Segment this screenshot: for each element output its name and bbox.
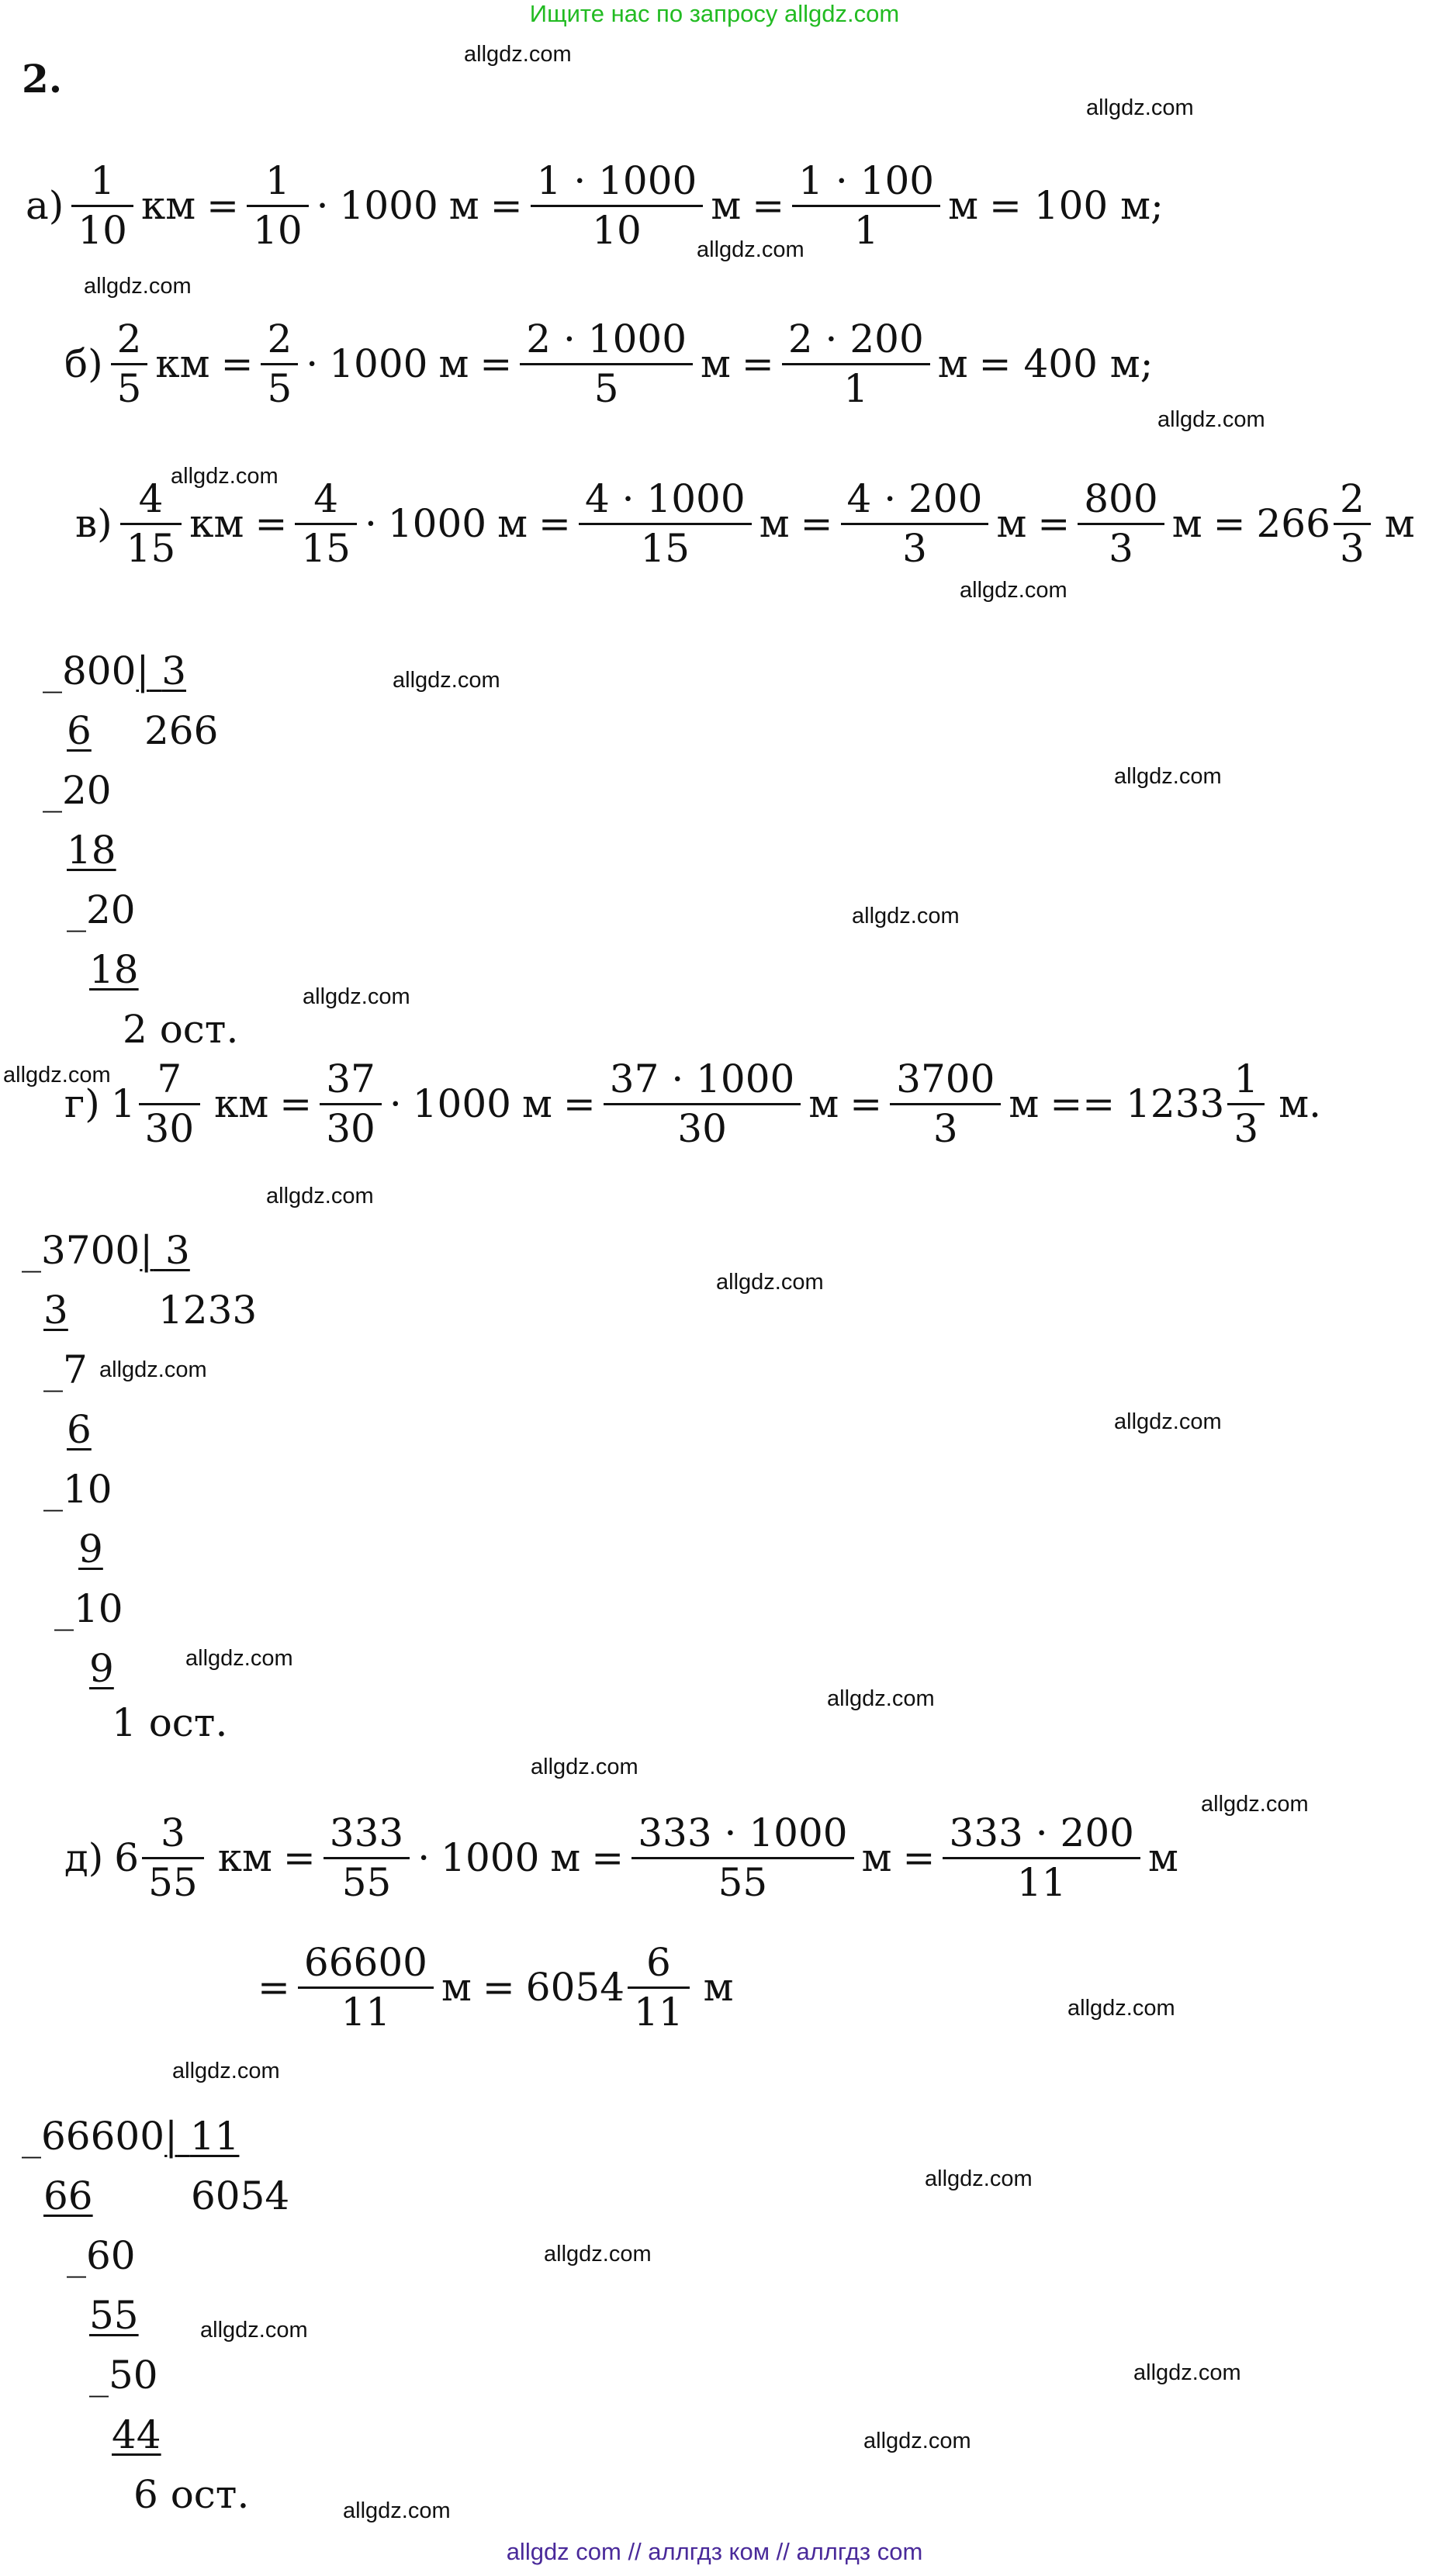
unit-m: м [438, 341, 469, 386]
equals: = [220, 341, 254, 386]
division-row: 66 [43, 2173, 93, 2218]
remainder: 2 ост. [123, 1007, 239, 1052]
equals: = [1037, 501, 1071, 546]
unit-km: км [189, 501, 244, 546]
watermark: allgdz.com [266, 1184, 374, 1208]
division-row: _50 [89, 2353, 158, 2398]
quotient: 266 [144, 708, 219, 753]
fraction: $\frac{2}{5}$ [264, 319, 295, 409]
watermark: allgdz.com [185, 1646, 293, 1671]
division-row: 9 [78, 1527, 103, 1572]
number: 1000 [339, 183, 438, 228]
watermark: allgdz.com [1133, 2360, 1241, 2385]
watermark: allgdz.com [171, 464, 279, 489]
unit-m: м [808, 1081, 839, 1126]
watermark: allgdz.com [531, 1755, 638, 1779]
division-row: _20 [43, 768, 112, 813]
watermark: allgdz.com [863, 2429, 971, 2453]
equals: = [254, 501, 288, 546]
fraction: $\frac{333 \cdot 1000}{55}$ [635, 1813, 850, 1903]
division-row: 9 [89, 1646, 114, 1691]
mixed-number: 6054 $\frac{6}{11}$ [526, 1942, 693, 2032]
equals: = [279, 1081, 313, 1126]
equals: = [562, 1081, 596, 1126]
equals: = [479, 341, 513, 386]
watermark: allgdz.com [3, 1063, 111, 1087]
mixed-number: 1233 $\frac{1}{3}$ [1126, 1059, 1268, 1149]
dot: · [364, 501, 377, 546]
unit-m: м [550, 1835, 581, 1880]
unit-m: м [1384, 501, 1415, 546]
fraction: $\frac{4 \cdot 200}{3}$ [844, 479, 986, 569]
division-row: 6 [67, 1407, 92, 1452]
long-division-1-header: _800| 3 [43, 648, 187, 693]
task-number: 2. [22, 56, 63, 102]
dot: · [417, 1835, 431, 1880]
watermark: allgdz.com [1201, 1792, 1309, 1817]
unit-m: м [1009, 1081, 1040, 1126]
watermark: allgdz.com [99, 1357, 207, 1382]
equals: = [591, 1835, 625, 1880]
remainder: 1 ост. [112, 1700, 228, 1745]
unit-m: м [759, 501, 790, 546]
watermark: allgdz.com [716, 1270, 824, 1295]
result: = 400 м; [978, 341, 1154, 386]
watermark: allgdz.com [393, 668, 500, 693]
item-label: б) [64, 341, 103, 386]
unit-m: м [441, 1965, 472, 2010]
watermark: allgdz.com [464, 42, 572, 67]
equation-d-continued [252, 1940, 739, 2035]
item-label: в) [75, 501, 112, 546]
division-row: 18 [89, 947, 139, 992]
unit-m: м [861, 1835, 892, 1880]
dot: · [389, 1081, 402, 1126]
unit-m: м. [1278, 1081, 1321, 1126]
item-label: г) [64, 1081, 100, 1126]
fraction: $\frac{3700}{3}$ [893, 1059, 998, 1149]
equation-d [59, 1810, 1184, 1905]
dot: · [306, 341, 319, 386]
number: 1000 [441, 1835, 540, 1880]
footer-links[interactable]: allgdz com // аллгдз ком // аллгдз com [506, 2538, 923, 2565]
division-row: _10 [54, 1586, 123, 1631]
item-label: а) [26, 183, 64, 228]
unit-m: м [521, 1081, 552, 1126]
equals: = [490, 183, 523, 228]
equals: == [1050, 1081, 1116, 1126]
item-label: д) [64, 1835, 104, 1880]
watermark: allgdz.com [84, 274, 192, 299]
division-row: _10 [43, 1467, 112, 1512]
equals: = [902, 1835, 936, 1880]
unit-m: м [937, 341, 968, 386]
mixed-number: 266 $\frac{2}{3}$ [1257, 479, 1374, 569]
fraction: $\frac{333}{55}$ [327, 1813, 407, 1903]
division-row: 3 [43, 1288, 68, 1333]
equals: = [849, 1081, 883, 1126]
unit-m: м [996, 501, 1027, 546]
division-row: _20 [67, 887, 136, 932]
quotient: 1233 [158, 1288, 258, 1333]
equals: = [206, 183, 240, 228]
equation-b [59, 316, 1159, 411]
dot: · [316, 183, 329, 228]
number: 1000 [412, 1081, 511, 1126]
watermark: allgdz.com [343, 2498, 451, 2523]
unit-km: км [217, 1835, 272, 1880]
watermark: allgdz.com [960, 578, 1067, 603]
fraction: $\frac{1 \cdot 1000}{10}$ [534, 161, 701, 251]
unit-m: м [1147, 1835, 1178, 1880]
unit-m: м [497, 501, 528, 546]
remainder: 6 ост. [133, 2472, 250, 2517]
fraction: $\frac{800}{3}$ [1081, 479, 1161, 569]
fraction: $\frac{4}{15}$ [123, 479, 179, 569]
equals: = [258, 1965, 290, 2010]
mixed-number: 6 $\frac{3}{55}$ [114, 1813, 206, 1903]
watermark: allgdz.com [852, 904, 960, 928]
watermark: allgdz.com [303, 984, 410, 1009]
fraction: $\frac{37}{30}$ [323, 1059, 379, 1149]
equals: = [538, 501, 571, 546]
unit-m: м [703, 1965, 734, 2010]
fraction: $\frac{66600}{11}$ [301, 1942, 431, 2032]
watermark: allgdz.com [544, 2242, 652, 2267]
number: 1000 [387, 501, 487, 546]
unit-m: м [448, 183, 479, 228]
watermark: allgdz.com [827, 1686, 935, 1711]
watermark: allgdz.com [1067, 1996, 1175, 2021]
unit-m: м [1171, 501, 1202, 546]
equals: = [1213, 501, 1246, 546]
unit-m: м [948, 183, 979, 228]
division-row: 6 [67, 708, 92, 753]
watermark: allgdz.com [1114, 1409, 1222, 1434]
unit-km: км [140, 183, 196, 228]
fraction: $\frac{4}{15}$ [298, 479, 354, 569]
fraction: $\frac{2 \cdot 200}{1}$ [785, 319, 927, 409]
unit-m: м [711, 183, 742, 228]
watermark: allgdz.com [1157, 407, 1265, 432]
quotient: 6054 [191, 2173, 290, 2218]
equals: = [800, 501, 833, 546]
unit-km: км [155, 341, 210, 386]
fraction: $\frac{2}{5}$ [114, 319, 145, 409]
fraction: $\frac{1}{10}$ [250, 161, 306, 251]
long-division-3-header: _66600| 11 [22, 2114, 240, 2159]
unit-km: км [214, 1081, 269, 1126]
watermark: allgdz.com [172, 2059, 280, 2083]
watermark: allgdz.com [1086, 95, 1194, 120]
watermark: allgdz.com [1114, 764, 1222, 789]
number: 1000 [329, 341, 428, 386]
division-row: 44 [112, 2412, 161, 2457]
watermark: allgdz.com [925, 2166, 1033, 2191]
division-row: _7 [43, 1347, 88, 1392]
equals: = [741, 341, 774, 386]
division-row: _60 [67, 2233, 136, 2278]
watermark: allgdz.com [200, 2318, 308, 2343]
mixed-number: 1 $\frac{7}{30}$ [111, 1059, 203, 1149]
division-row: 18 [67, 828, 116, 873]
equals: = [282, 1835, 316, 1880]
fraction: $\frac{2 \cdot 1000}{5}$ [523, 319, 690, 409]
equation-g [59, 1056, 1327, 1151]
unit-m: м [701, 341, 731, 386]
result: = 100 м; [989, 183, 1164, 228]
fraction: $\frac{4 \cdot 1000}{15}$ [582, 479, 749, 569]
equals: = [482, 1965, 515, 2010]
fraction: $\frac{333 \cdot 200}{11}$ [946, 1813, 1137, 1903]
division-row: 55 [89, 2293, 139, 2338]
equals: = [752, 183, 785, 228]
equation-a [20, 158, 1169, 253]
fraction: $\frac{1}{10}$ [74, 161, 130, 251]
fraction: $\frac{37 \cdot 1000}{30}$ [607, 1059, 798, 1149]
long-division-2-header: _3700| 3 [22, 1228, 190, 1273]
fraction: $\frac{1 \cdot 100}{1}$ [795, 161, 937, 251]
top-banner[interactable]: Ищите нас по запросу allgdz.com [529, 0, 900, 27]
watermark: allgdz.com [697, 237, 804, 262]
